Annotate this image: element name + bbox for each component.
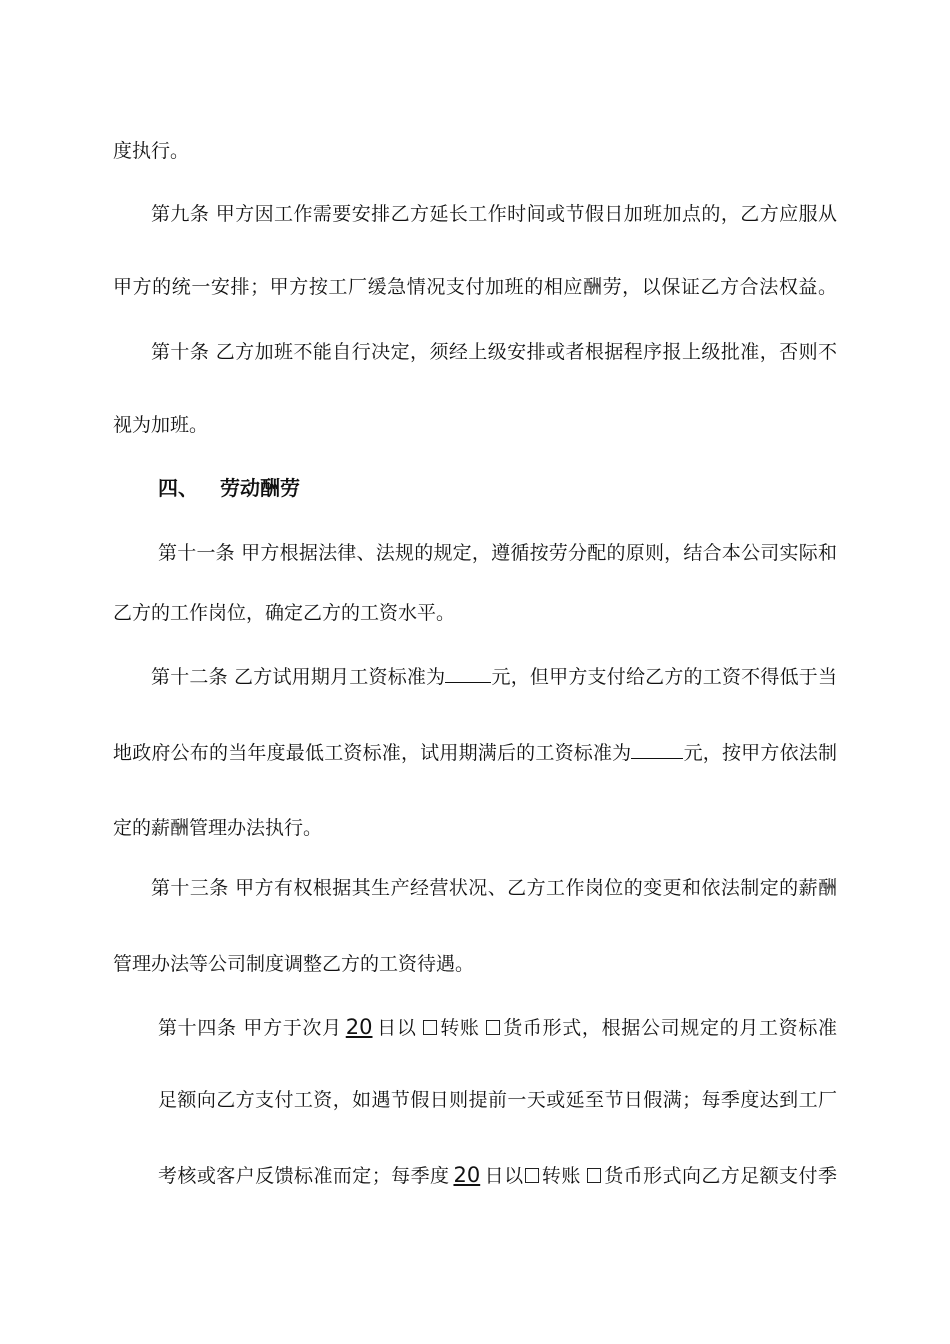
option-cash-label-2: 货币形式向乙方足额支付季 xyxy=(603,1165,837,1187)
article-14-line-3 xyxy=(158,1163,837,1188)
article-14-text-c: 考核或客户反馈标准而定；每季度 xyxy=(158,1165,450,1187)
article-9-line-2: 甲方的统一安排；甲方按工厂缓急情况支付加班的相应酬劳，以保证乙方合法权益。 xyxy=(113,276,837,298)
article-9-line-1: 第九条 甲方因工作需要安排乙方延长工作时间或节假日加班加点的，乙方应服从 xyxy=(151,203,837,225)
regular-salary-blank xyxy=(631,740,683,759)
checkbox-cash-2 xyxy=(587,1168,601,1183)
checkbox-transfer-2 xyxy=(525,1168,539,1183)
option-cash-label: 货币形式，根据公司规定的月工资标准 xyxy=(502,1017,837,1039)
article-14-line-2: 足额向乙方支付工资，如遇节假日则提前一天或延至节日假满；每季度达到工厂 xyxy=(158,1089,837,1111)
option-transfer-label-2: 转账 xyxy=(541,1165,581,1187)
option-transfer-label: 转账 xyxy=(439,1017,480,1039)
article-12-text-a: 第十二条 乙方试用期月工资标准为 xyxy=(151,666,446,688)
payday-quarterly: 20 xyxy=(453,1163,481,1187)
article-12-line-3: 定的薪酬管理办法执行。 xyxy=(113,817,323,839)
section-number: 四、 xyxy=(158,476,198,500)
article-13-line-1: 第十三条 甲方有权根据其生产经营状况、乙方工作岗位的变更和依法制定的薪酬 xyxy=(151,877,837,899)
article-12-text-c: 地政府公布的当年度最低工资标准，试用期满后的工资标准为 xyxy=(113,742,632,764)
article-14-text-a: 第十四条 甲方于次月 xyxy=(158,1017,342,1039)
article-11-line-2: 乙方的工作岗位，确定乙方的工资水平。 xyxy=(113,602,456,624)
article-12-line-2 xyxy=(113,740,837,765)
paragraph-line: 度执行。 xyxy=(113,140,190,162)
article-14-text-d: 日以 xyxy=(484,1165,524,1187)
article-14-text-b: 日以 xyxy=(376,1017,417,1039)
checkbox-cash xyxy=(486,1020,500,1035)
trial-salary-blank xyxy=(445,664,491,683)
article-10-line-1: 第十条 乙方加班不能自行决定，须经上级安排或者根据程序报上级批准，否则不 xyxy=(151,341,837,363)
article-12-line-1 xyxy=(151,664,837,689)
payday-monthly: 20 xyxy=(345,1015,373,1039)
article-14-line-1 xyxy=(158,1015,837,1040)
article-10-line-2: 视为加班。 xyxy=(113,414,209,436)
article-13-line-2: 管理办法等公司制度调整乙方的工资待遇。 xyxy=(113,953,475,975)
section-title: 劳动酬劳 xyxy=(220,476,300,500)
article-12-text-b: 元，但甲方支付给乙方的工资不得低于当 xyxy=(491,666,837,688)
section-heading xyxy=(158,475,300,501)
article-11-line-1: 第十一条 甲方根据法律、法规的规定，遵循按劳分配的原则，结合本公司实际和 xyxy=(158,542,837,564)
article-12-text-d: 元，按甲方依法制 xyxy=(683,742,837,764)
checkbox-transfer xyxy=(423,1020,437,1035)
